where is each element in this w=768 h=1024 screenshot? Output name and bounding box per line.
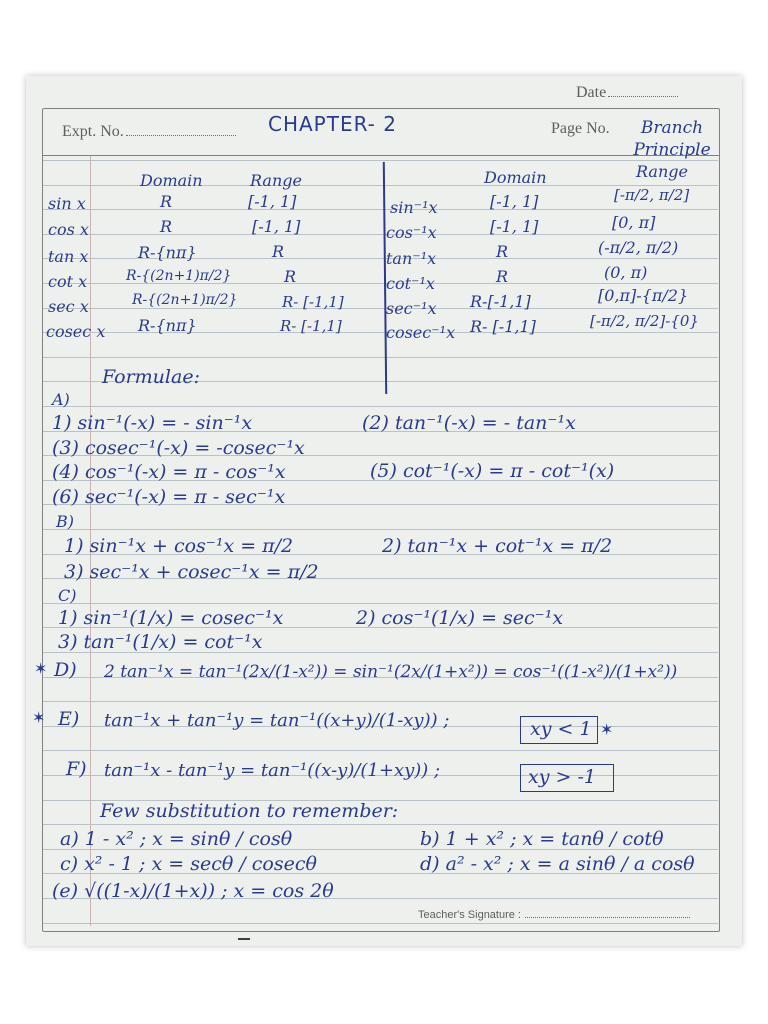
left-range: R	[284, 267, 297, 286]
section-label: B)	[56, 512, 74, 531]
right-domain: R	[496, 267, 509, 286]
left-range: R	[272, 242, 285, 261]
formula-item: 2 tan⁻¹x = tan⁻¹(2x/(1-x²)) = sin⁻¹(2x/(1+x²)) = cos⁻¹((1-x²)/(1+x²))	[104, 662, 678, 682]
substitution-item: (e) √((1-x)/(1+x)) ; x = cos 2θ	[52, 880, 334, 902]
substitution-item: a) 1 - x² ; x = sinθ / cosθ	[60, 828, 293, 850]
right-range: [0,π]-{π/2}	[598, 286, 689, 305]
formula-item: 2) tan⁻¹x + cot⁻¹x = π/2	[382, 535, 613, 557]
ruled-line	[43, 750, 718, 751]
right-fn: sec⁻¹x	[386, 299, 437, 318]
ruled-line	[43, 529, 718, 530]
section-label: D)	[54, 659, 77, 681]
left-domain-header: Domain	[140, 171, 203, 190]
left-range: R- [-1,1]	[282, 293, 344, 311]
star-icon: ✶	[34, 659, 48, 678]
formula-item: 1) sin⁻¹(1/x) = cosec⁻¹x	[58, 607, 284, 629]
formula-item: tan⁻¹x + tan⁻¹y = tan⁻¹((x+y)/(1-xy)) ;	[104, 710, 450, 731]
formula-item: 2) cos⁻¹(1/x) = sec⁻¹x	[356, 607, 564, 629]
ruled-line	[43, 406, 718, 407]
right-range: (0, π)	[604, 263, 648, 282]
right-range: [-π/2, π/2]	[614, 186, 690, 204]
formula-item: 1) sin⁻¹(-x) = - sin⁻¹x	[52, 412, 253, 434]
substitution-item: d) a² - x² ; x = a sinθ / a cosθ	[420, 853, 695, 875]
right-domain: [-1, 1]	[490, 192, 539, 211]
page-no-label: Page No.	[551, 120, 610, 137]
right-fn: cos⁻¹x	[386, 223, 437, 242]
substitutions-title: Few substitution to remember:	[100, 800, 399, 822]
right-fn: cosec⁻¹x	[386, 323, 456, 342]
formula-item: 1) sin⁻¹x + cos⁻¹x = π/2	[64, 535, 294, 557]
left-domain: R	[160, 192, 173, 211]
formula-item: tan⁻¹x - tan⁻¹y = tan⁻¹((x-y)/(1+xy)) ;	[104, 760, 441, 781]
formula-item: (6) sec⁻¹(-x) = π - sec⁻¹x	[52, 486, 286, 508]
formula-item: (2) tan⁻¹(-x) = - tan⁻¹x	[362, 412, 576, 434]
teacher-signature-label: Teacher's Signature :	[418, 909, 690, 921]
ruled-line	[43, 234, 718, 235]
right-fn: sin⁻¹x	[390, 198, 438, 217]
right-range: [-π/2, π/2]-{0}	[590, 312, 699, 330]
ruled-line	[43, 923, 718, 924]
formula-item: (3) cosec⁻¹(-x) = -cosec⁻¹x	[52, 437, 305, 459]
left-range-header: Range	[250, 171, 302, 190]
condition: xy < 1	[530, 718, 592, 740]
ruled-line	[43, 209, 718, 210]
formula-item: (5) cot⁻¹(-x) = π - cot⁻¹(x)	[370, 460, 615, 482]
section-label: A)	[52, 390, 70, 409]
formula-item: (4) cos⁻¹(-x) = π - cos⁻¹x	[52, 461, 286, 483]
date-label: Date	[576, 84, 678, 102]
section-label: C)	[58, 586, 77, 605]
left-fn: sin x	[48, 194, 86, 213]
left-domain: R-{nπ}	[138, 316, 197, 335]
chapter-title: CHAPTER- 2	[268, 112, 397, 136]
subtitle: Branch Principle	[633, 118, 711, 160]
left-range: [-1, 1]	[252, 217, 301, 236]
left-fn: cot x	[48, 272, 88, 291]
formula-item: 3) tan⁻¹(1/x) = cot⁻¹x	[58, 631, 263, 653]
section-label: F)	[66, 758, 87, 780]
header-divider	[42, 155, 720, 156]
ruled-line	[43, 603, 718, 604]
left-domain: R-{(2n+1)π/2}	[126, 268, 232, 284]
condition: xy > -1	[528, 766, 596, 788]
left-domain: R-{(2n+1)π/2}	[132, 292, 238, 308]
substitution-item: c) x² - 1 ; x = secθ / cosecθ	[60, 853, 317, 875]
right-range: (-π/2, π/2)	[598, 238, 679, 257]
ruled-line	[43, 701, 718, 702]
ruled-line	[43, 357, 718, 358]
right-range: [0, π]	[612, 213, 656, 232]
left-domain: R-{nπ}	[138, 243, 197, 262]
star-icon: ✶	[32, 708, 46, 727]
right-domain-header: Domain	[484, 168, 547, 187]
right-domain: R-[-1,1]	[470, 292, 531, 311]
left-fn: cos x	[48, 220, 89, 239]
right-range-header: Range	[636, 162, 688, 181]
ink-mark	[238, 938, 250, 940]
right-domain: R	[496, 242, 509, 261]
right-domain: R- [-1,1]	[470, 317, 536, 336]
right-domain: [-1, 1]	[490, 217, 539, 236]
star-icon: ✶	[600, 720, 614, 739]
expt-no-label: Expt. No.	[62, 123, 236, 141]
left-fn: sec x	[48, 297, 89, 316]
formulae-title: Formulae:	[102, 366, 200, 388]
ruled-line	[43, 308, 718, 309]
left-fn: tan x	[48, 247, 89, 266]
left-range: [-1, 1]	[248, 192, 297, 211]
substitution-item: b) 1 + x² ; x = tanθ / cotθ	[420, 828, 664, 850]
ruled-line	[43, 824, 718, 825]
formula-item: 3) sec⁻¹x + cosec⁻¹x = π/2	[64, 561, 319, 583]
right-fn: tan⁻¹x	[386, 249, 437, 268]
left-fn: cosec x	[46, 322, 106, 341]
section-label: E)	[58, 708, 80, 730]
left-domain: R	[160, 217, 173, 236]
ruled-line	[43, 160, 718, 161]
left-range: R- [-1,1]	[280, 317, 342, 335]
right-fn: cot⁻¹x	[386, 274, 435, 293]
